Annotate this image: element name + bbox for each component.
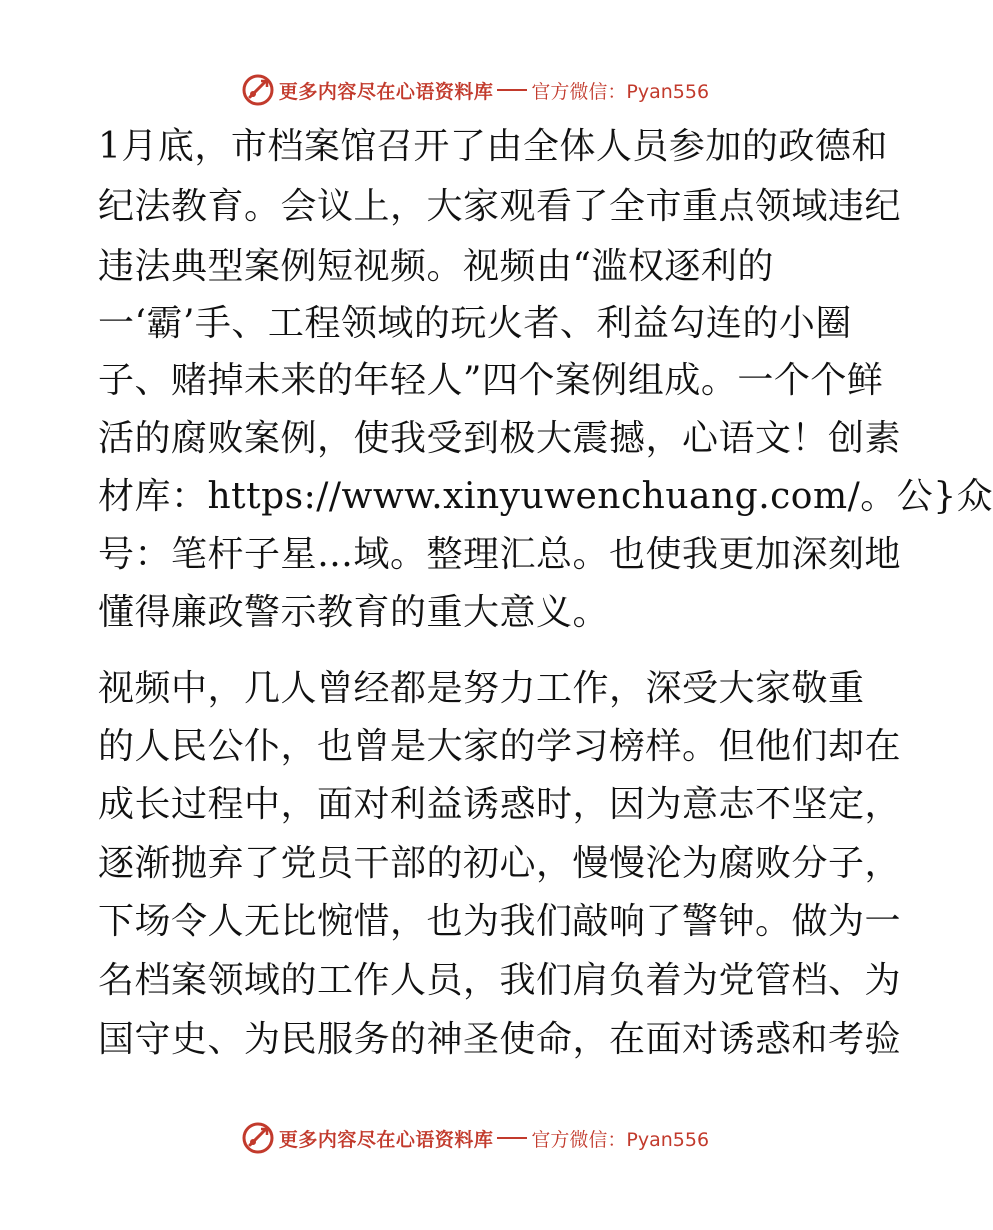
header-watermark-banner [0,70,950,110]
paragraph-2-line-7: 国守史、为民服务的神圣使命，在面对诱惑和考验 [98,1019,902,1060]
footer-wechat-text: 官方微信：Pyan556 [531,1128,710,1151]
paragraph-1-line-6: 活的腐败案例，使我受到极大震撼，心语文！创素 [98,418,902,459]
footer-watermark-banner [0,1118,950,1158]
header-brand-text: 更多内容尽在心语资料库 [278,80,494,103]
paragraph-1-line-5: 子、赌掉未来的年轻人”四个案例组成。一个个鲜 [98,360,884,401]
paragraph-2-line-2: 的人民公仆，也曾是大家的学习榜样。但他们却在 [98,726,902,767]
paragraph-2-line-3: 成长过程中，面对利益诱惑时，因为意志不坚定， [98,784,902,825]
paragraph-2-line-4: 逐渐抛弃了党员干部的初心，慢慢沦为腐败分子， [98,843,902,884]
paragraph-1-line-8: 号：笔杆子星…域。整理汇总。也使我更加深刻地 [98,534,902,575]
footer-dash-divider [497,1137,527,1139]
brand-logo-icon [241,73,275,107]
paragraph-1-line-3: 违法典型案例短视频。视频由“滥权逐利的 [98,246,774,287]
footer-brand-text: 更多内容尽在心语资料库 [278,1128,494,1151]
paragraph-1-line-7: 材库：https://www.xinyuwenchuang.com/。公}众 [98,476,993,517]
paragraph-2-line-1: 视频中，几人曾经都是努力工作，深受大家敬重 [98,668,865,709]
header-wechat-text: 官方微信：Pyan556 [531,80,710,103]
paragraph-1-line-4: 一‘霸’手、工程领域的玩火者、利益勾连的小圈 [98,303,852,344]
header-dash-divider [497,89,527,91]
paragraph-1-line-2: 纪法教育。会议上，大家观看了全市重点领域违纪 [98,186,902,227]
paragraph-2-line-5: 下场令人无比惋惜，也为我们敲响了警钟。做为一 [98,901,902,942]
brand-logo-icon [241,1121,275,1155]
paragraph-2-line-6: 名档案领域的工作人员，我们肩负着为党管档、为 [98,960,902,1001]
paragraph-1-line-9: 懂得廉政警示教育的重大意义。 [98,592,610,633]
paragraph-1-line-1: 1月底，市档案馆召开了由全体人员参加的政德和 [98,126,888,167]
